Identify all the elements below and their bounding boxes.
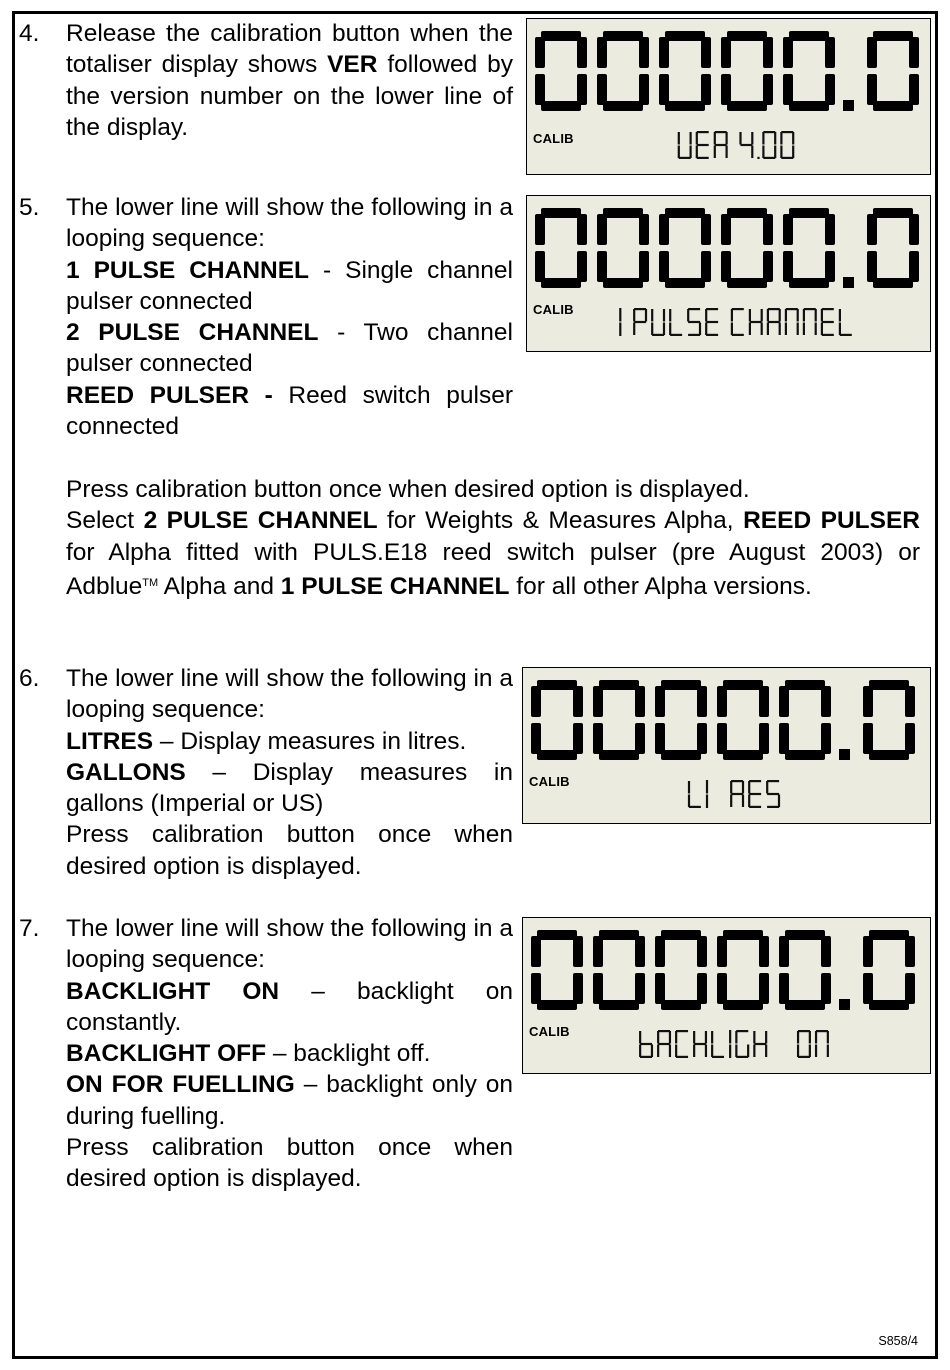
keyword: LITRES	[66, 727, 154, 755]
lcd-decimal-point	[843, 277, 854, 288]
keyword: GALLONS	[66, 758, 186, 786]
step-text: followed by the version number on the lower line of the display.	[66, 51, 513, 141]
keyword: VER	[327, 51, 378, 79]
step-5-intro: The lower line will show the following in a looping sequence:	[66, 194, 513, 253]
lcd-digit	[863, 680, 915, 760]
lcd-digit	[659, 31, 711, 111]
step-text: Release the calibration button when the totaliser display shows	[66, 20, 513, 79]
keyword: BACKLIGHT OFF	[66, 1040, 267, 1068]
lcd-digit	[783, 31, 835, 111]
lcd-digit	[783, 208, 835, 288]
lcd-segments	[523, 918, 929, 1072]
lcd-display-pulse	[526, 195, 931, 352]
text: for Alpha fitted with PULS.E18 reed switch pulser (pre August 2003) or Adblue	[66, 538, 920, 600]
lcd-digit	[593, 680, 645, 760]
option-on-for-fuelling	[66, 1069, 513, 1132]
step-number: 4.	[19, 20, 40, 47]
lcd-digit	[655, 930, 707, 1010]
option-text: - Single channel pulser connected	[66, 256, 513, 315]
option-1-pulse	[66, 255, 513, 318]
text: Select	[66, 507, 144, 535]
lcd-digit	[531, 930, 583, 1010]
step-number: 5.	[19, 194, 40, 221]
press-instruction: Press calibration button once when desired option is displayed.	[66, 1134, 513, 1193]
option-text: Reed switch pulser connected	[66, 381, 513, 441]
lcd-display-version	[526, 18, 931, 175]
keyword: ON FOR FUELLING	[66, 1071, 295, 1099]
lcd-digit	[779, 930, 831, 1010]
option-text: – backlight on constantly.	[66, 977, 513, 1036]
option-text: – Display measures in gallons (Imperial or US)	[66, 758, 513, 818]
lcd-digit	[531, 680, 583, 760]
calib-indicator: CALIB	[529, 774, 570, 789]
keyword: 1 PULSE CHANNEL	[66, 256, 310, 284]
document-code: S858/4	[878, 1334, 918, 1348]
lcd-segments	[527, 19, 929, 173]
lcd-digit	[779, 680, 831, 760]
lcd-digit	[867, 31, 919, 111]
option-reed	[66, 380, 513, 443]
option-litres	[66, 726, 513, 757]
lcd-digit	[597, 31, 649, 111]
keyword: BACKLIGHT ON	[66, 977, 280, 1005]
step-4-text	[66, 18, 513, 143]
lcd-display-backlight	[522, 917, 931, 1074]
lcd-lower-line	[678, 131, 795, 159]
option-text: – backlight only on during fuelling.	[66, 1071, 513, 1130]
lcd-segments	[527, 196, 929, 350]
lcd-digit	[721, 208, 773, 288]
lcd-digit	[717, 680, 769, 760]
lcd-decimal-point	[843, 100, 854, 111]
lcd-lower-line	[619, 308, 852, 336]
press-instruction: Press calibration button once when desired option is displayed.	[66, 821, 513, 880]
option-text: – Display measures in litres.	[153, 727, 467, 755]
trademark: TM	[142, 576, 159, 589]
lcd-digit	[721, 31, 773, 111]
step-number: 6.	[19, 665, 40, 692]
lcd-digit	[863, 930, 915, 1010]
lcd-digit	[867, 208, 919, 288]
text: for all other Alpha versions.	[509, 572, 812, 600]
calib-indicator: CALIB	[533, 131, 574, 146]
keyword: 1 PULSE CHANNEL	[280, 572, 510, 600]
step-6-intro: The lower line will show the following in a looping sequence:	[66, 665, 513, 724]
lcd-digit	[593, 930, 645, 1010]
lcd-segments	[523, 668, 929, 822]
step-number: 7.	[19, 915, 40, 942]
lcd-digit	[535, 31, 587, 111]
option-text: – backlight off.	[266, 1040, 431, 1068]
option-text: - Two channel pulser connected	[66, 319, 513, 378]
keyword: 2 PULSE CHANNEL	[66, 319, 319, 347]
lcd-digit	[717, 930, 769, 1010]
calib-indicator: CALIB	[533, 302, 574, 317]
text: Alpha and	[158, 572, 281, 600]
lcd-digit	[597, 208, 649, 288]
lcd-lower-line	[688, 780, 780, 808]
lcd-digit	[655, 680, 707, 760]
manual-page	[12, 11, 938, 1359]
lcd-digit	[659, 208, 711, 288]
text: for Weights & Measures Alpha,	[377, 507, 744, 535]
keyword: REED PULSER -	[66, 381, 273, 409]
lcd-digit	[535, 208, 587, 288]
selection-instruction	[66, 505, 920, 602]
lcd-display-units	[522, 667, 931, 824]
option-gallons	[66, 757, 513, 820]
press-instruction: Press calibration button once when desired option is displayed.	[66, 476, 750, 503]
lcd-decimal-point	[839, 749, 850, 760]
keyword: 2 PULSE CHANNEL	[143, 507, 378, 535]
option-2-pulse	[66, 317, 513, 380]
option-backlight-off	[66, 1038, 513, 1069]
keyword: REED PULSER	[743, 507, 920, 535]
lcd-decimal-point	[839, 999, 850, 1010]
calib-indicator: CALIB	[529, 1024, 570, 1039]
lcd-lower-line	[639, 1030, 829, 1058]
option-backlight-on	[66, 976, 513, 1039]
step-7-intro: The lower line will show the following in a looping sequence:	[66, 915, 513, 974]
